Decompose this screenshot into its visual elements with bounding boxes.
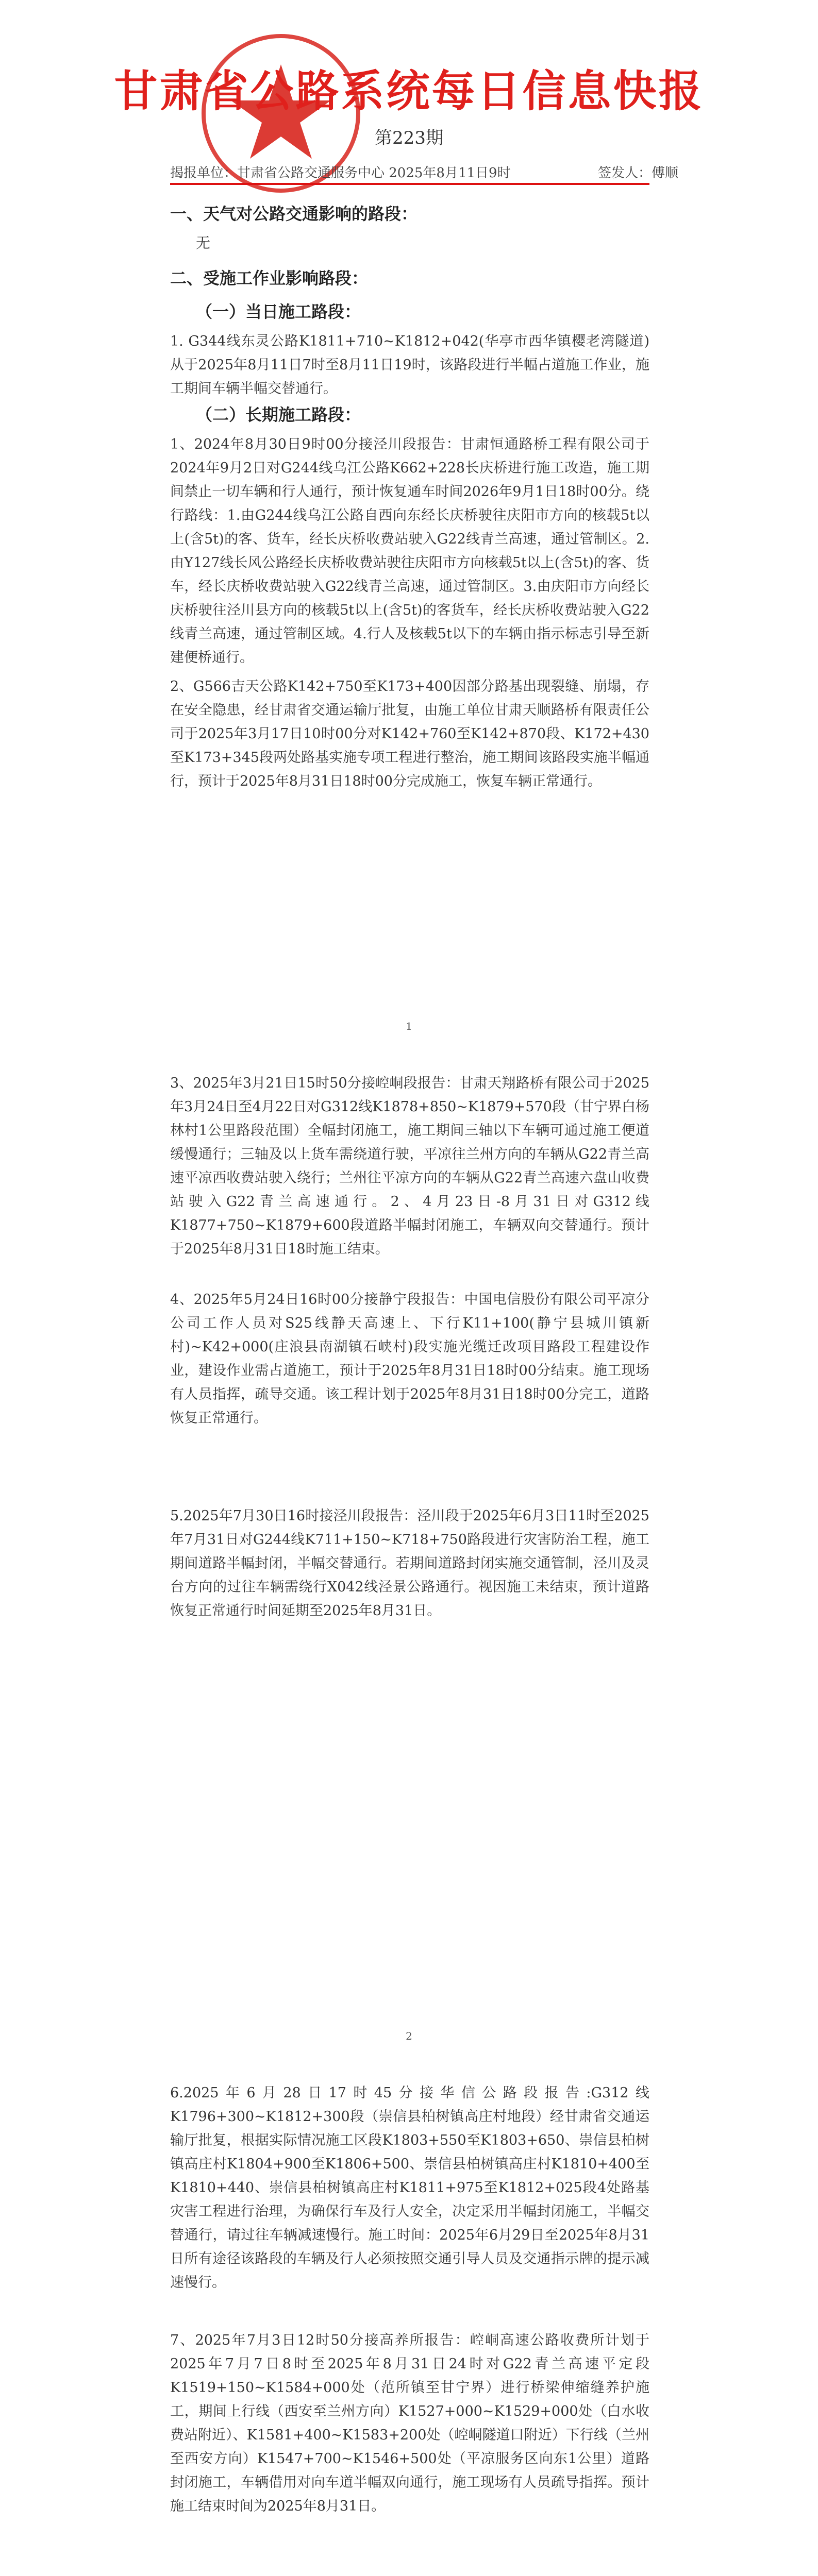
longterm-item-1: 1、2024年8月30日9时00分接泾川段报告：甘肃恒通路桥工程有限公司于2024年9月2日对G244线乌江公路K662+228长庆桥进行施工改造，施工期间禁止一切车辆和行人通行，预计恢复通车时间2026年9月1日18时00分。绕行路线：1.由G244线乌江公路自西向东经长庆桥驶往庆阳市方向的核载5t以上(含5t)的客、货车，经长庆桥收费站驶入G22线青兰高速，通过管制区。2.由Y127线长风公路经长庆桥收费站驶往庆阳市方向核载5t以上(含5t)的客、货车，经长庆桥收费站驶入G22线青兰高速，通过管制区。3.由庆阳市方向经长庆桥驶往泾川县方向的核载5t以上(含5t)的客货车，经长庆桥收费站驶入G22线青兰高速，通过管制区域。4.行人及核载5t以下的车辆由指示标志引导至新建便桥通行。 — [170, 436, 649, 666]
page-number: 1 — [406, 1020, 412, 1032]
subheading-longterm: （二）长期施工路段： — [196, 405, 361, 425]
subheading-today: （一）当日施工路段： — [196, 302, 361, 321]
signer-line: 签发人：傅顺 — [598, 165, 679, 181]
longterm-item-4: 4、2025年5月24日16时00分接静宁段报告：中国电信股份有限公司平凉分公司工作人员对S25线静天高速上、下行K11+100(静宁县城川镇新村)~K42+000(庄浪县南湖镇石峡村)段实施光缆迁改项目路段工程建设作业，建设作业需占道施工，预计于2025年8月31日18时00分结束。施工现场有人员指挥，疏导交通。该工程计划于2025年8月31日18时00分完工，道路恢复正常通行。 — [170, 1292, 649, 1426]
compiler-line: 揭报单位：甘肃省公路交通服务中心 2025年8月11日9时 — [170, 165, 511, 181]
longterm-item-5: 5.2025年7月30日16时接泾川段报告：泾川段于2025年6月3日11时至2025年7月31日对G244线K711+150~K718+750路段进行灾害防治工程，施工期间道路半幅封闭，半幅交替通行。若期间道路封闭实施交通管制，泾川及灵台方向的过往车辆需绕行X042线泾景公路通行。视因施工未结束，预计道路恢复正常通行时间延期至2025年8月31日。 — [170, 1508, 649, 1619]
section-heading-construction: 二、受施工作业影响路段： — [170, 268, 369, 288]
longterm-item-7: 7、2025年7月3日12时50分接高养所报告：崆峒高速公路收费所计划于2025年7月7日8时至2025年8月31日24时对G22青兰高速平定段K1519+150~K1584+000处（范所镇至甘宁界）进行桥梁伸缩缝养护施工，期间上行线（西安至兰州方向）K1527+000~K1529+000处（白水收费站附近）、K1581+400~K1583+200处（崆峒隧道口附近）下行线（兰州至西安方向）K1547+700~K1546+500处（平凉服务区向东1公里）道路封闭施工，车辆借用对向车道半幅双向通行，施工现场有人员疏导指挥。预计施工结束时间为2025年8月31日。 — [170, 2332, 649, 2514]
section-value-weather: 无 — [196, 234, 211, 251]
issue-number: 第223期 — [375, 128, 443, 148]
today-item-1: 1. G344线东灵公路K1811+710~K1812+042(华亭市西华镇樱老湾隧道)从于2025年8月11日7时至8月11日19时，该路段进行半幅占道施工作业，施工期间车辆半幅交替通行。 — [170, 333, 649, 397]
longterm-item-6: 6.2025年6月28日17时45分接华信公路段报告:G312线K1796+300~K1812+300段（崇信县柏树镇高庄村地段）经甘肃省交通运输厅批复，根据实际情况施工区段K1803+550至K1803+650、崇信县柏树镇高庄村K1804+900至K1806+500、崇信县柏树镇高庄村K1810+400至K1810+440、崇信县柏树镇高庄村K1811+975至K1812+025段4处路基灾害工程进行治理，为确保行车及行人安全，决定采用半幅封闭施工，半幅交替通行，请过往车辆减速慢行。施工时间：2025年6月29日至2025年8月31日所有途径该路段的车辆及行人必须按照交通引导人员及交通指示牌的提示减速慢行。 — [170, 2085, 649, 2291]
header-rule — [170, 183, 649, 185]
longterm-item-2: 2、G566吉天公路K142+750至K173+400因部分路基出现裂缝、崩塌，存在安全隐患，经甘肃省交通运输厅批复，由施工单位甘肃天顺路桥有限责任公司于2025年3月17日10时00分对K142+760至K142+870段、K172+430至K173+345段两处路基实施专项工程进行整治，施工期间该路段实施半幅通行，预计于2025年8月31日18时00分完成施工，恢复车辆正常通行。 — [170, 679, 649, 789]
page-number: 2 — [406, 2030, 412, 2042]
bulletin-title: 甘肃省公路系统每日信息快报 — [114, 65, 704, 116]
longterm-item-3: 3、2025年3月21日15时50分接崆峒段报告：甘肃天翔路桥有限公司于2025年3月24日至4月22日对G312线K1878+850~K1879+570段（甘宁界白杨林村1公里路段范围）全幅封闭施工，施工期间三轴以下车辆可通过施工便道缓慢通行；三轴及以上货车需绕道行驶，平凉往兰州方向的车辆从G22青兰高速平凉西收费站驶入绕行；兰州往平凉方向的车辆从G22青兰高速六盘山收费站驶入G22青兰高速通行。2、4月23日-8月31日对G312线K1877+750~K1879+600段道路半幅封闭施工，车辆双向交替通行。预计于2025年8月31日18时施工结束。 — [170, 1075, 649, 1257]
section-heading-weather: 一、天气对公路交通影响的路段： — [170, 204, 418, 224]
